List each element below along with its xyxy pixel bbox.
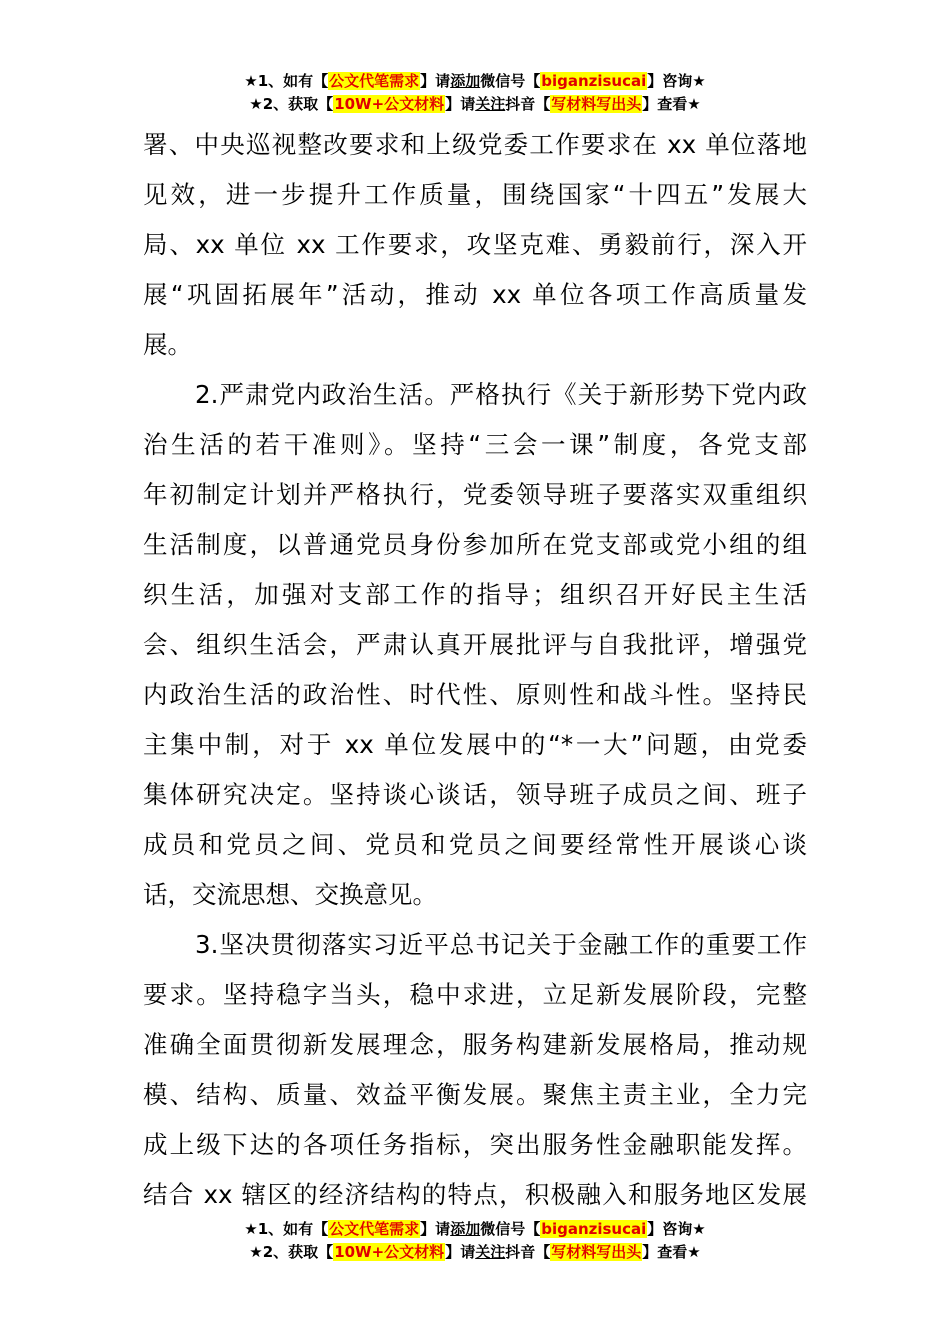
- paragraph-2: [143, 370, 807, 920]
- douyin-account-highlight: 写材料写出头: [551, 95, 642, 113]
- footer-line-1-text-2: 微信号【: [480, 1220, 541, 1238]
- footer-line-1-suffix: 】咨询★: [647, 1220, 706, 1238]
- wechat-id-highlight: biganzisucai: [541, 72, 647, 90]
- paragraph-1-line: 展。: [143, 330, 192, 359]
- paragraph-2-line: 治生活的若干准则》。坚持“三会一课”制度，各党支部: [143, 430, 807, 459]
- paragraph-3-line: 成上级下达的各项任务指标，突出服务性金融职能发挥。: [143, 1130, 807, 1159]
- douyin-account-highlight: 写材料写出头: [551, 1243, 642, 1261]
- footer-line-1-underlined: 添加: [450, 1220, 481, 1238]
- footer-line-2-underlined: 关注: [475, 1243, 506, 1261]
- footer-line-2-prefix: ★2、获取【: [249, 1243, 334, 1261]
- footer-line-2-text-2: 抖音【: [505, 1243, 551, 1261]
- paragraph-3-line: 3.坚决贯彻落实习近平总书记关于金融工作的重要工作: [195, 930, 807, 959]
- header-line-1-underlined: 添加: [450, 72, 481, 90]
- paragraph-1-line: 展“巩固拓展年”活动，推动 xx 单位各项工作高质量发: [143, 280, 807, 309]
- paragraph-2-line: 集体研究决定。坚持谈心谈话，领导班子成员之间、班子: [143, 780, 807, 809]
- wechat-id-highlight: biganzisucai: [541, 1220, 647, 1238]
- header-line-2-underlined: 关注: [475, 95, 506, 113]
- footer-line-1-text: 】请: [420, 1220, 451, 1238]
- paragraph-3: [143, 920, 807, 1220]
- ghostwriting-highlight: 公文代笔需求: [329, 1220, 420, 1238]
- paragraph-2-line: 主集中制，对于 xx 单位发展中的“*一大”问题，由党委: [143, 730, 807, 759]
- paragraph-2-line: 话，交流思想、交换意见。: [143, 880, 437, 909]
- footer-banner: [0, 1218, 950, 1264]
- header-line-1: [0, 70, 950, 93]
- paragraph-1: [143, 120, 807, 370]
- paragraph-1-line: 署、中央巡视整改要求和上级党委工作要求在 xx 单位落地: [143, 130, 807, 159]
- ghostwriting-highlight: 公文代笔需求: [329, 72, 420, 90]
- header-line-2-text: 】请: [445, 95, 476, 113]
- header-banner: [0, 70, 950, 116]
- paragraph-3-line: 结合 xx 辖区的经济结构的特点，积极融入和服务地区发展: [143, 1180, 807, 1209]
- paragraph-2-line: 内政治生活的政治性、时代性、原则性和战斗性。坚持民: [143, 680, 807, 709]
- paragraph-3-line: 准确全面贯彻新发展理念，服务构建新发展格局，推动规: [143, 1030, 807, 1059]
- header-line-1-text-2: 微信号【: [480, 72, 541, 90]
- materials-highlight: 10W+公文材料: [334, 95, 445, 113]
- paragraph-2-line: 织生活，加强对支部工作的指导；组织召开好民主生活: [143, 580, 807, 609]
- paragraph-2-line: 成员和党员之间、党员和党员之间要经常性开展谈心谈: [143, 830, 807, 859]
- materials-highlight: 10W+公文材料: [334, 1243, 445, 1261]
- paragraph-2-line: 会、组织生活会，严肃认真开展批评与自我批评，增强党: [143, 630, 807, 659]
- paragraph-2-line: 2.严肃党内政治生活。严格执行《关于新形势下党内政: [195, 380, 807, 409]
- paragraph-3-line: 要求。坚持稳字当头，稳中求进，立足新发展阶段，完整: [143, 980, 807, 1009]
- paragraph-3-line: 模、结构、质量、效益平衡发展。聚焦主责主业，全力完: [143, 1080, 807, 1109]
- header-line-1-prefix: ★1、如有【: [244, 72, 329, 90]
- header-line-2-text-2: 抖音【: [505, 95, 551, 113]
- footer-line-2-suffix: 】查看★: [642, 1243, 701, 1261]
- footer-line-2: [0, 1241, 950, 1264]
- header-line-2-prefix: ★2、获取【: [249, 95, 334, 113]
- paragraph-2-line: 年初制定计划并严格执行，党委领导班子要落实双重组织: [143, 480, 807, 509]
- footer-line-1-prefix: ★1、如有【: [244, 1220, 329, 1238]
- paragraph-1-line: 局、xx 单位 xx 工作要求，攻坚克难、勇毅前行，深入开: [143, 230, 807, 259]
- paragraph-1-line: 见效，进一步提升工作质量，围绕国家“十四五”发展大: [143, 180, 807, 209]
- footer-line-1: [0, 1218, 950, 1241]
- paragraph-2-line: 生活制度，以普通党员身份参加所在党支部或党小组的组: [143, 530, 807, 559]
- footer-line-2-text: 】请: [445, 1243, 476, 1261]
- header-line-1-text: 】请: [420, 72, 451, 90]
- header-line-2-suffix: 】查看★: [642, 95, 701, 113]
- header-line-2: [0, 93, 950, 116]
- document-body: [143, 120, 807, 1220]
- header-line-1-suffix: 】咨询★: [647, 72, 706, 90]
